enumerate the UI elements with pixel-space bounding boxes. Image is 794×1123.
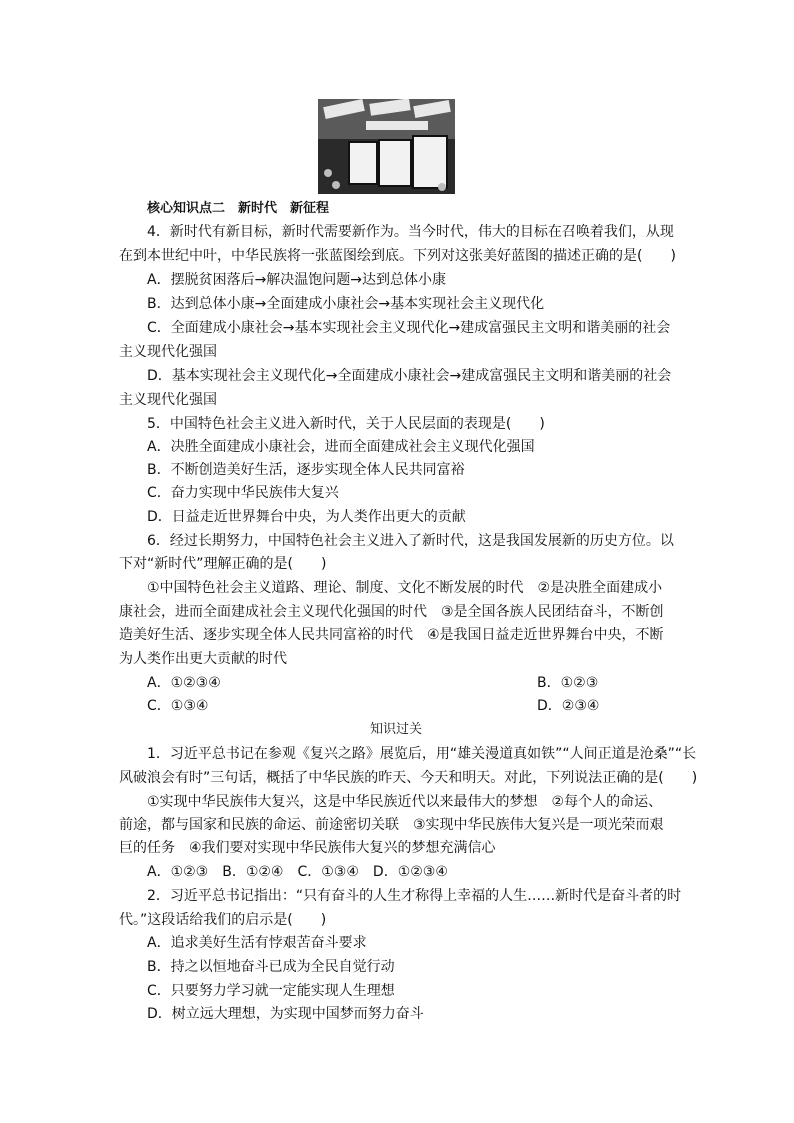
r1-items-line3: 巨的任务 ④我们要对实现中华民族伟大复兴的梦想充满信心 <box>119 840 496 856</box>
section-title: 核心知识点二 新时代 新征程 <box>147 201 330 216</box>
r1-stem-line2: 风破浪会有时”三句话，概括了中华民族的昨天、今天和明天。对此，下列说法正确的是( ) <box>119 770 698 786</box>
r1-options: A．①②③ B．①②④ C．①③④ D．①②③④ <box>147 864 448 880</box>
q4-option-a: A．摆脱贫困落后→解决温饱问题→达到总体小康 <box>147 272 447 288</box>
q6-items-line1: ①中国特色社会主义道路、理论、制度、文化不断发展的时代 ②是决胜全面建成小 <box>147 580 663 596</box>
q6-items-line2: 康社会，进而全面建成社会主义现代化强国的时代 ③是全国各族人民团结奋斗，不断创 <box>119 604 664 620</box>
r2-option-d: D．树立远大理想，为实现中国梦而努力奋斗 <box>147 1006 424 1022</box>
q5-option-c: C．奋力实现中华民族伟大复兴 <box>147 485 339 501</box>
q6-option-a: A．①②③④ <box>147 675 221 691</box>
q4-option-c-line2: 主义现代化强国 <box>119 344 217 360</box>
q5-stem: 5．中国特色社会主义进入新时代，关于人民层面的表现是( ) <box>147 416 545 432</box>
q6-stem-line2: 下对“新时代”理解正确的是( ) <box>119 556 327 572</box>
review-title: 知识过关 <box>370 722 423 737</box>
q6-items-line3: 造美好生活、逐步实现全体人民共同富裕的时代 ④是我国日益走近世界舞台中央，不断 <box>119 627 664 643</box>
q4-stem-line1: 4．新时代有新目标，新时代需要新作为。当今时代，伟大的目标在召唤着我们，从现 <box>147 224 674 240</box>
r2-stem-line1: 2．习近平总书记指出：“只有奋斗的人生才称得上幸福的人生……新时代是奋斗者的时 <box>147 888 682 904</box>
q6-stem-line1: 6．经过长期努力，中国特色社会主义进入了新时代，这是我国发展新的历史方位。以 <box>147 533 674 549</box>
r1-items-line1: ①实现中华民族伟大复兴，这是中华民族近代以来最伟大的梦想 ②每个人的命运、 <box>147 794 663 810</box>
r2-option-b: B．持之以恒地奋斗已成为全民自觉行动 <box>147 959 395 975</box>
q6-option-c: C．①③④ <box>147 698 209 714</box>
q6-option-d: D．②③④ <box>537 698 600 714</box>
q4-option-c-line1: C．全面建成小康社会→基本实现社会主义现代化→建成富强民主文明和谐美丽的社会 <box>147 320 671 336</box>
r2-option-c: C．只要努力学习就一定能实现人生理想 <box>147 983 395 999</box>
q4-stem-line2: 在到本世纪中叶，中华民族将一张蓝图绘到底。下列对这张美好蓝图的描述正确的是( ) <box>119 248 676 264</box>
q5-option-a: A．决胜全面建成小康社会，进而全面建成社会主义现代化强国 <box>147 439 535 455</box>
q4-option-d-line2: 主义现代化强国 <box>119 392 217 408</box>
r1-stem-line1: 1．习近平总书记在参观《复兴之路》展览后，用“雄关漫道真如铁”“人间正道是沧桑”“长 <box>147 746 697 762</box>
q6-items-line4: 为人类作出更大贡献的时代 <box>119 651 287 667</box>
q4-option-d-line1: D．基本实现社会主义现代化→全面建成小康社会→建成富强民主文明和谐美丽的社会 <box>147 368 672 384</box>
q5-option-b: B．不断创造美好生活，逐步实现全体人民共同富裕 <box>147 462 465 478</box>
q5-option-d: D．日益走近世界舞台中央，为人类作出更大的贡献 <box>147 509 466 525</box>
banner-image <box>318 99 455 194</box>
q4-option-b: B．达到总体小康→全面建成小康社会→基本实现社会主义现代化 <box>147 296 545 312</box>
q6-option-b: B．①②③ <box>537 675 599 691</box>
r2-option-a: A．追求美好生活有悖艰苦奋斗要求 <box>147 935 367 951</box>
r1-items-line2: 前途，都与国家和民族的命运、前途密切关联 ③实现中华民族伟大复兴是一项光荣而艰 <box>119 817 664 833</box>
r2-stem-line2: 代。”这段话给我们的启示是( ) <box>119 912 327 928</box>
